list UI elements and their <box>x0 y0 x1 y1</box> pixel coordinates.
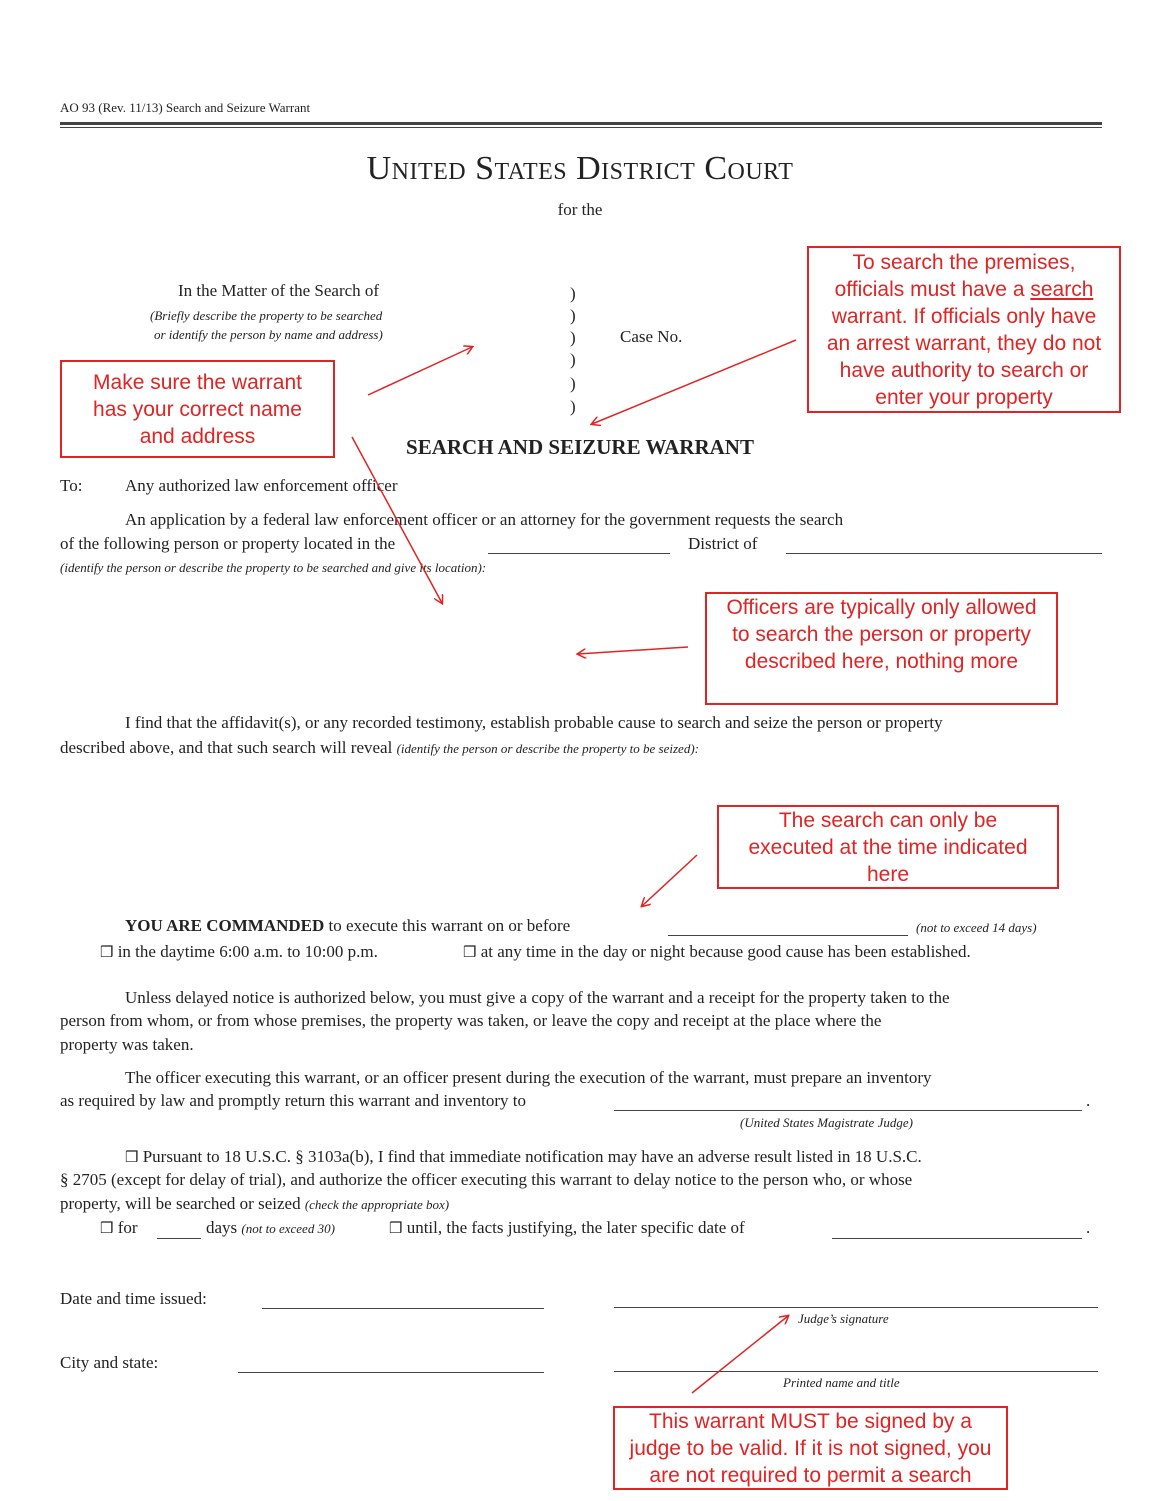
delay-line-1 <box>125 1147 922 1167</box>
judge-signature-field[interactable] <box>614 1307 1098 1308</box>
annotation-text: warrant. If officials only have <box>831 304 1097 328</box>
finding-line-2-text: described above, and that such search will reveal <box>60 738 393 757</box>
anytime-label: at any time in the day or night because good cause has been established. <box>480 942 971 961</box>
describe-hint-2: or identify the person by name and address) <box>154 327 383 342</box>
court-title: United States District Court <box>366 150 794 187</box>
arrow-to-case-no <box>592 340 796 424</box>
max-days-note: (not to exceed 14 days) <box>916 920 1037 935</box>
delay-days-label <box>206 1218 335 1238</box>
commanded-text: to execute this warrant on or before <box>328 916 571 935</box>
annotation-text: and address <box>139 424 256 448</box>
inventory-line-2: as required by law and promptly return this warrant and inventory to <box>60 1091 526 1110</box>
header-rule-thin <box>60 127 1102 128</box>
annotation-text: This warrant MUST be signed by a <box>649 1409 972 1433</box>
arrow-to-signature <box>692 1316 788 1393</box>
annotation-search-warrant <box>807 246 1121 413</box>
magistrate-judge-label: (United States Magistrate Judge) <box>740 1115 913 1130</box>
date-issued-field[interactable] <box>262 1308 544 1309</box>
header-rule <box>60 122 1102 125</box>
execute-by-date-field[interactable] <box>668 935 908 936</box>
annotation-text: have authority to search or <box>839 358 1089 382</box>
delay-for-checkbox[interactable]: ❒ <box>100 1221 114 1237</box>
district-name-field[interactable] <box>786 553 1102 554</box>
property-seized-hint: (identify the person or describe the property to be seized): <box>396 741 699 756</box>
printed-name-field[interactable] <box>614 1371 1098 1372</box>
caption-paren: ) <box>570 397 576 416</box>
delay-line-3 <box>60 1194 449 1214</box>
days-note: (not to exceed 30) <box>241 1221 335 1236</box>
finding-line-1: I find that the affidavit(s), or any recorded testimony, establish probable cause to search and seize the person or property <box>125 713 943 732</box>
application-line-1: An application by a federal law enforcement officer or an attorney for the government requests the search <box>125 510 844 529</box>
finding-line-2 <box>60 738 699 758</box>
commanded-line <box>125 916 570 936</box>
caption-paren: ) <box>570 374 576 393</box>
annotation-text: Officers are typically only allowed <box>726 596 1037 619</box>
delay-for-option[interactable] <box>100 1218 138 1238</box>
annotation-correct-name <box>60 360 335 458</box>
notice-line-1: Unless delayed notice is authorized below, you must give a copy of the warrant and a receipt for the property taken to the <box>125 988 950 1007</box>
delay-period: . <box>1086 1218 1091 1237</box>
delay-until-date-field[interactable] <box>832 1238 1082 1239</box>
arrow-to-property <box>578 647 688 654</box>
notice-line-3: property was taken. <box>60 1035 194 1054</box>
magistrate-judge-field[interactable] <box>614 1110 1082 1111</box>
annotation-text: an arrest warrant, they do not <box>826 331 1102 355</box>
annotation-text: executed at the time indicated <box>748 835 1028 859</box>
annotation-text <box>809 276 1119 303</box>
delay-line-3-text: property, will be searched or seized <box>60 1194 301 1213</box>
inventory-period: . <box>1086 1091 1091 1110</box>
to-recipient: Any authorized law enforcement officer <box>125 476 398 495</box>
anytime-checkbox[interactable]: ❒ <box>463 945 477 961</box>
matter-label: In the Matter of the Search of <box>178 281 380 300</box>
annotation-text: enter your property <box>875 385 1053 409</box>
delay-until-label: until, the facts justifying, the later specific date of <box>406 1218 745 1237</box>
property-location-hint: (identify the person or describe the property to be searched and give its location): <box>60 560 487 575</box>
annotation-text: Make sure the warrant <box>93 370 302 394</box>
annotation-text: described here, nothing more <box>744 650 1019 673</box>
arrow-to-date <box>642 855 697 906</box>
district-of-label: District of <box>688 534 758 553</box>
warrant-title: SEARCH AND SEIZURE WARRANT <box>406 435 754 459</box>
delay-line-2: § 2705 (except for delay of trial), and authorize the officer executing this warrant to delay notice to the person who, or whose <box>60 1170 913 1189</box>
delay-for-label: for <box>117 1218 138 1237</box>
judge-signature-label: Judge’s signature <box>798 1311 889 1326</box>
daytime-label: in the daytime 6:00 a.m. to 10:00 p.m. <box>117 942 378 961</box>
for-the: for the <box>557 200 603 219</box>
annotation-text: are not required to permit a search <box>649 1463 972 1487</box>
caption-paren: ) <box>570 328 576 347</box>
annotation-time-indicated <box>717 805 1059 889</box>
printed-name-label: Printed name and title <box>783 1375 900 1390</box>
caption-paren: ) <box>570 306 576 325</box>
delay-checkbox[interactable]: ❒ <box>125 1150 139 1166</box>
annotation-text: To search the premises, <box>852 250 1076 274</box>
caption-paren: ) <box>570 350 576 369</box>
annotation-described-only <box>705 592 1058 705</box>
delay-until-checkbox[interactable]: ❒ <box>389 1221 403 1237</box>
case-no-label: Case No. <box>620 327 683 346</box>
annotation-text: has your correct name <box>93 397 302 421</box>
delay-days-field[interactable] <box>157 1238 201 1239</box>
annotation-text: to search the person or property <box>732 623 1031 646</box>
days-text: days <box>206 1218 238 1237</box>
delay-until-option[interactable] <box>389 1218 745 1238</box>
caption-paren: ) <box>570 284 576 303</box>
anytime-option[interactable] <box>463 942 971 962</box>
date-issued-label: Date and time issued: <box>60 1289 207 1308</box>
daytime-option[interactable] <box>100 942 378 962</box>
commanded-bold: YOU ARE COMMANDED <box>125 916 325 935</box>
notice-line-2: person from whom, or from whose premises, the property was taken, or leave the copy and receipt at the place where the <box>60 1011 882 1030</box>
annotation-underlined-word: search <box>1030 277 1094 301</box>
describe-hint-1: (Briefly describe the property to be searched <box>150 308 383 323</box>
city-state-field[interactable] <box>238 1372 544 1373</box>
annotation-judge-signed <box>613 1406 1008 1490</box>
city-state-label: City and state: <box>60 1353 159 1372</box>
annotation-text: here <box>866 862 910 886</box>
to-label: To: <box>60 476 83 495</box>
delay-line-1-text: Pursuant to 18 U.S.C. § 3103a(b), I find that immediate notification may have an adverse result listed in 18 U.S.C. <box>142 1147 922 1166</box>
inventory-line-1: The officer executing this warrant, or an officer present during the execution of the warrant, must prepare an inventory <box>125 1068 932 1087</box>
check-box-hint: (check the appropriate box) <box>304 1197 450 1212</box>
annotation-text-part: officials must have a <box>834 277 1031 301</box>
court-district-field[interactable] <box>488 553 670 554</box>
daytime-checkbox[interactable]: ❒ <box>100 945 114 961</box>
annotation-text: judge to be valid. If it is not signed, you <box>629 1436 992 1460</box>
arrow-to-name <box>368 347 472 395</box>
annotation-text: The search can only be <box>778 808 998 832</box>
form-id: AO 93 (Rev. 11/13) Search and Seizure Warrant <box>60 100 311 115</box>
application-line-2: of the following person or property located in the <box>60 534 396 553</box>
